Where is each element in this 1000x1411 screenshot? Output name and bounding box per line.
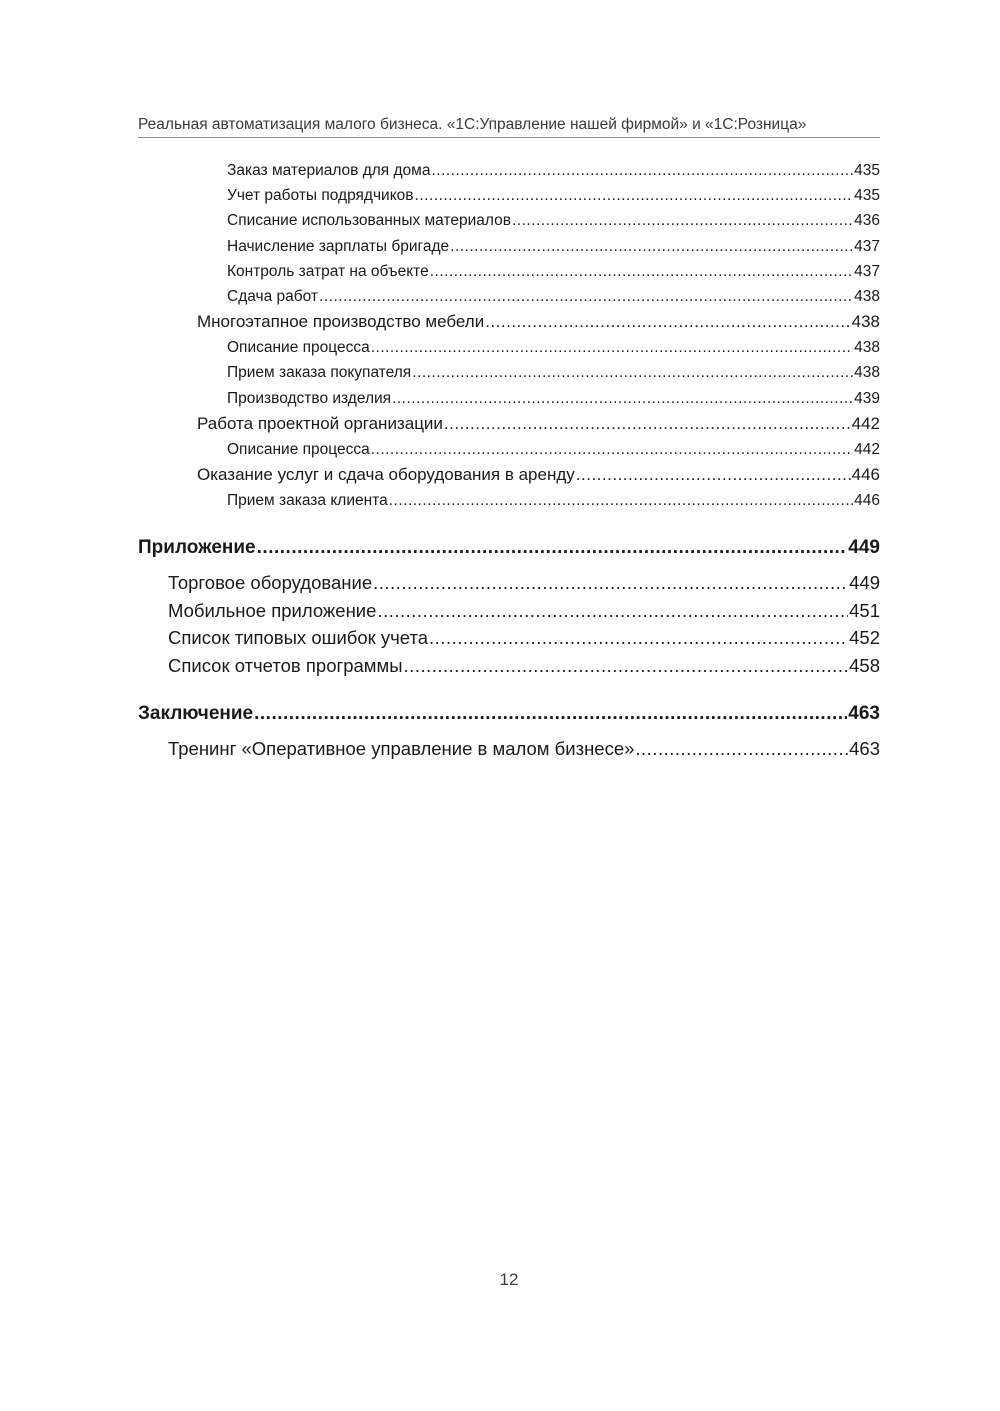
toc-entry[interactable] (138, 234, 880, 259)
toc-section-entry[interactable] (138, 309, 880, 335)
toc-entry[interactable] (138, 386, 880, 411)
toc-entry-title: Многоэтапное производство мебели (197, 312, 485, 332)
dot-leader (371, 437, 853, 462)
toc-entry-page: 439 (854, 389, 880, 407)
toc-entry-page: 446 (854, 491, 880, 509)
toc-entry-title: Торговое оборудование (168, 572, 373, 594)
toc-chapter-title: Заключение (138, 703, 254, 725)
toc-chapter-appendix[interactable] (138, 533, 880, 563)
dot-leader (635, 735, 848, 763)
toc-entry[interactable] (138, 735, 880, 763)
toc-entry-title: Контроль затрат на объекте (227, 262, 429, 280)
toc-entry-page: 435 (854, 187, 880, 205)
dot-leader (319, 284, 853, 309)
toc-chapter-page: 449 (848, 537, 880, 559)
dot-leader (404, 652, 849, 680)
toc-entry[interactable] (138, 183, 880, 208)
dot-leader (430, 259, 853, 284)
dot-leader (415, 183, 854, 208)
toc-entry-title: Заказ материалов для дома (227, 162, 431, 179)
toc-entry-title: Работа проектной организации (197, 413, 443, 433)
dot-leader (373, 569, 848, 597)
dot-leader (485, 309, 850, 335)
toc-entry-page: 458 (849, 654, 880, 676)
page-number: 12 (499, 1270, 519, 1289)
dot-leader (512, 208, 853, 233)
toc-entry-title: Сдача работ (227, 287, 319, 305)
toc-entry[interactable] (138, 624, 880, 652)
toc-entry[interactable] (138, 488, 880, 513)
toc-entry[interactable] (138, 652, 880, 680)
toc-entry-page: 452 (849, 627, 880, 649)
toc-entry-title: Описание процесса (227, 440, 370, 458)
toc-entry[interactable] (138, 284, 880, 309)
running-header: Реальная автоматизация малого бизнеса. «1С:Управление нашей фирмой» и «1С:Розница» (138, 116, 880, 138)
toc-entry-page: 442 (851, 413, 880, 433)
toc-entry-title: Списание использованных материалов (227, 212, 511, 230)
toc-entry-title: Оказание услуг и сдача оборудования в аренду (197, 464, 575, 484)
dot-leader (429, 624, 848, 652)
toc-entry-page: 438 (854, 287, 880, 305)
toc-entry-title: Прием заказа покупателя (227, 364, 412, 382)
dot-leader (412, 360, 853, 385)
toc-entry-page: 446 (851, 464, 880, 484)
toc-entry-title: Прием заказа клиента (227, 491, 388, 509)
toc-entry-title: Тренинг «Оперативное управление в малом бизнесе» (168, 738, 635, 760)
toc-entry[interactable] (138, 569, 880, 597)
toc-entry-title: Описание процесса (227, 339, 370, 357)
toc-entry-page: 463 (849, 738, 880, 760)
toc-entry-page: 437 (854, 262, 880, 280)
dot-leader (392, 386, 853, 411)
dot-leader (371, 335, 853, 360)
toc-section-entry[interactable] (138, 411, 880, 437)
dot-leader (431, 158, 853, 183)
dot-leader (444, 411, 851, 437)
toc-entry[interactable] (138, 360, 880, 385)
toc-entry[interactable] (138, 437, 880, 462)
toc-entry-page: 435 (854, 162, 880, 179)
toc-entry-title: Список типовых ошибок учета (168, 627, 429, 649)
dot-leader (389, 488, 853, 513)
toc-entry[interactable] (138, 335, 880, 360)
toc-entry-title: Производство изделия (227, 389, 392, 407)
toc-entry-page: 449 (849, 572, 880, 594)
toc-entry-title: Начисление зарплаты бригаде (227, 237, 450, 255)
toc-entry-title: Мобильное приложение (168, 599, 377, 621)
toc-entry-page: 438 (854, 364, 880, 382)
toc-entry[interactable] (138, 158, 880, 183)
dot-leader (257, 533, 848, 563)
table-of-contents (138, 158, 880, 763)
toc-entry-page: 437 (854, 237, 880, 255)
toc-entry-page: 451 (849, 599, 880, 621)
toc-entry-page: 442 (854, 440, 880, 458)
dot-leader (254, 699, 847, 729)
dot-leader (450, 234, 853, 259)
toc-entry[interactable] (138, 259, 880, 284)
dot-leader (377, 597, 848, 625)
dot-leader (576, 462, 851, 488)
toc-entry-page: 438 (851, 312, 880, 332)
toc-entry-page: 436 (854, 212, 880, 230)
toc-chapter-title: Приложение (138, 537, 256, 559)
toc-section-entry[interactable] (138, 462, 880, 488)
toc-entry-title: Список отчетов программы (168, 654, 403, 676)
toc-entry-page: 438 (854, 339, 880, 357)
toc-chapter-page: 463 (848, 703, 880, 725)
toc-entry-title: Учет работы подрядчиков (227, 187, 414, 205)
toc-entry[interactable] (138, 208, 880, 233)
toc-entry[interactable] (138, 597, 880, 625)
toc-chapter-conclusion[interactable] (138, 699, 880, 729)
